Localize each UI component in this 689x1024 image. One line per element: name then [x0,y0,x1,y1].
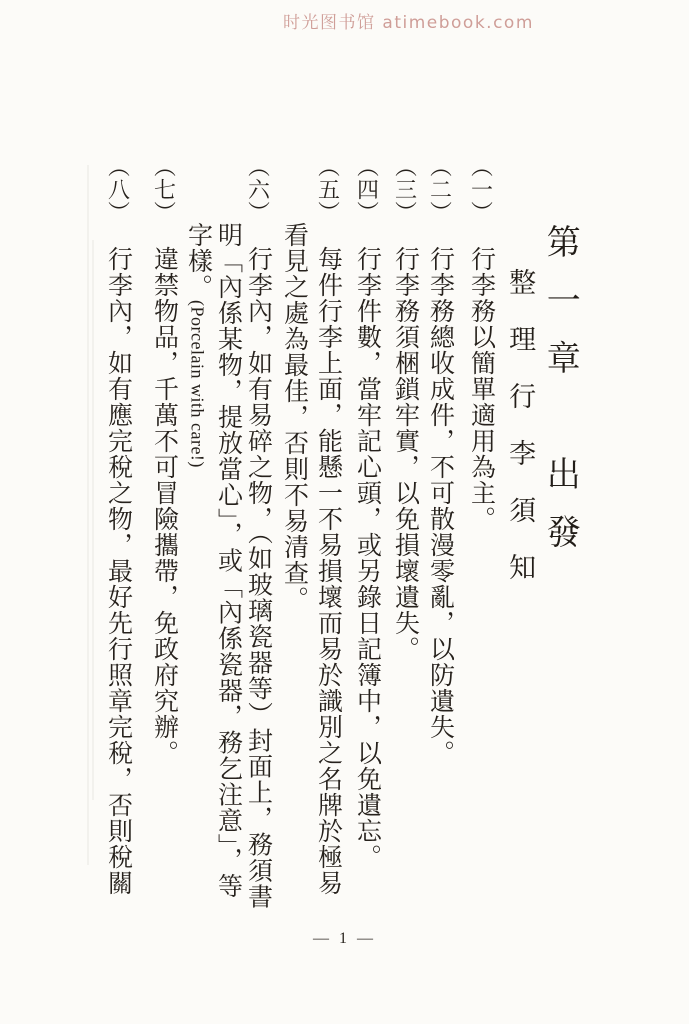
scan-artifact-line [92,240,94,800]
item-5 [311,155,344,896]
item-7-text: 違禁物品，千萬不可冒險攜帶，免政府究辦。 [150,246,178,766]
item-6-number: （六） [245,155,271,224]
item-6-text-col-3-cjk: 字樣。 [184,222,212,300]
item-3-number: （三） [392,155,418,224]
item-2-text: 行李務總收成件，不可散漫零亂，以防遺失。 [426,246,454,766]
item-6-text-col-3 [181,222,214,468]
item-4-number: （四） [354,155,380,224]
watermark: 时光图书馆 atimebook.com [283,13,534,33]
item-3-text: 行李務須梱鎖牢實，以免損壞遺失。 [391,246,419,662]
item-5-text-col-2: 看見之處為最佳，否則不易清查。 [280,222,308,612]
item-6 [241,155,274,910]
page-number: — 1 — [313,930,376,947]
item-4 [350,155,383,870]
item-8-number: （八） [105,155,131,224]
chapter-title: 第一章 出發 [541,224,579,572]
item-7 [147,155,180,766]
item-6-text-col-2: 明「內係某物，提放當心」，或「內係瓷器，務乞注意」，等 [214,222,242,899]
section-title: 整理行李須知 [505,268,536,610]
item-1 [464,155,497,532]
item-1-text: 行李務以簡單適用為主。 [467,246,495,532]
item-6-text-col-1: 行李內，如有易碎之物，（如玻璃瓷器等）封面上，務須書 [244,246,272,910]
item-8-text: 行李內，如有應完稅之物，最好先行照章完稅，否則稅關 [104,246,132,896]
item-5-number: （五） [315,155,341,224]
scan-artifact-line [87,165,89,865]
item-2-number: （二） [427,155,453,224]
item-1-number: （一） [468,155,494,224]
item-2 [423,155,456,766]
item-4-text: 行李件數，當牢記心頭，或另錄日記簿中，以免遺忘。 [353,246,381,870]
item-6-english-note: (Porcelain with care!) [187,300,208,468]
item-3 [388,155,421,662]
item-5-text-col-1: 每件行李上面，能懸一不易損壞而易於識別之名牌於極易 [314,246,342,896]
item-8 [101,155,134,896]
item-7-number: （七） [151,155,177,224]
